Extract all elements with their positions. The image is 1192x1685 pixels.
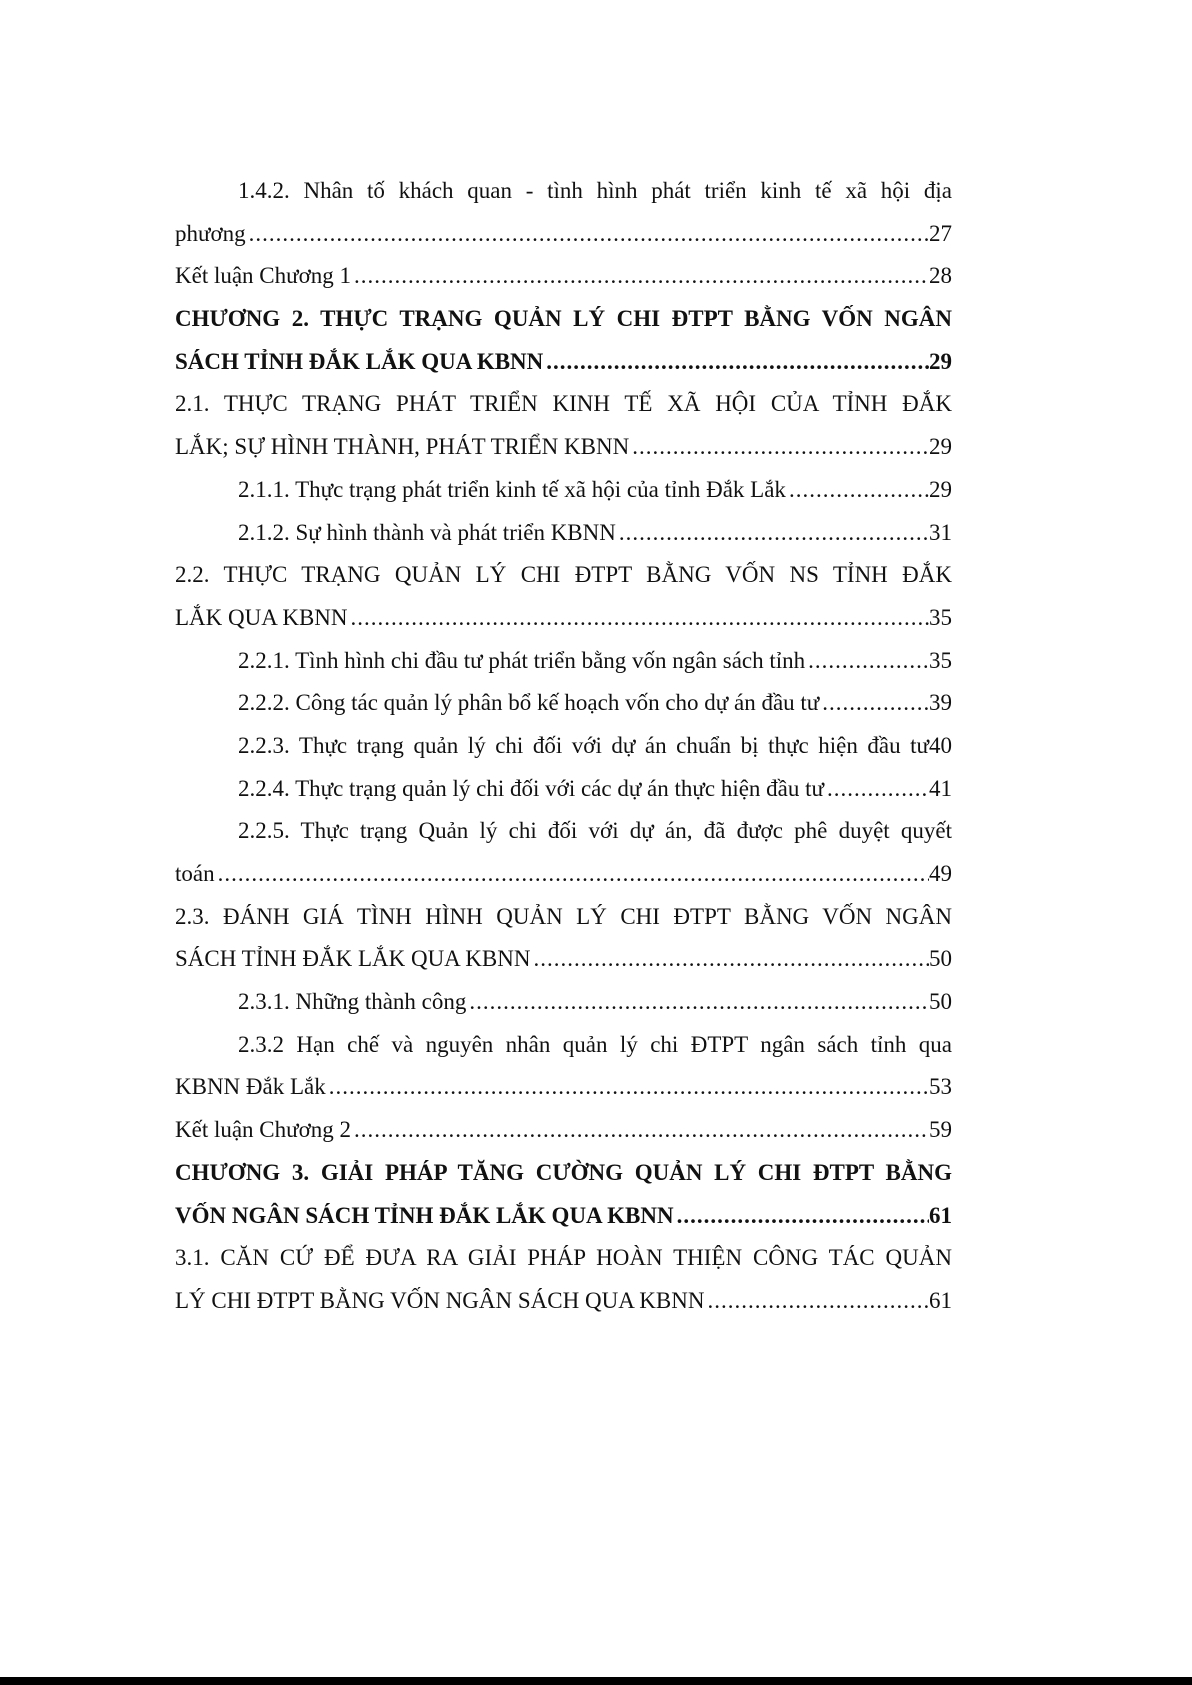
toc-entry-text: 2.1. THỰC TRẠNG PHÁT TRIỂN KINH TẾ XÃ HỘI CỦA TỈNH ĐẮK [175,391,952,417]
bottom-border [0,1677,1192,1685]
dot-leader [215,853,929,896]
dot-leader [824,768,929,811]
toc-entry-text: 1.4.2. Nhân tố khách quan - tình hình phát triển kinh tế xã hội địa [238,178,952,203]
toc-entry-2-1-continuation [175,426,952,469]
toc-page-number: 53 [929,1074,952,1100]
toc-entry-text: 2.1.1. Thực trạng phát triển kinh tế xã hội của tỉnh Đắk Lắk [238,476,786,502]
toc-page-number: 61 [929,1287,952,1313]
toc-entry-chapter-2-continuation [175,341,952,384]
toc-page-number: 35 [929,647,952,673]
toc-entry-2-2-4 [175,768,952,811]
toc-page-number: 27 [929,220,952,246]
toc-entry-2-1 [175,383,952,426]
toc-page-number: 29 [929,434,952,460]
toc-page-number: 61 [929,1202,952,1228]
toc-entry-2-3-continuation [175,938,952,981]
toc-entry-text: 2.2.1. Tình hình chi đầu tư phát triển bằng vốn ngân sách tỉnh [238,647,806,673]
toc-entry-text: 2.2.2. Công tác quản lý phân bổ kế hoạch vốn cho dự án đầu tư [238,690,820,716]
toc-entry-text: 2.2.5. Thực trạng Quản lý chi đối với dự án, đã được phê duyệt quyết [238,818,952,844]
toc-entry-text: 2.2. THỰC TRẠNG QUẢN LÝ CHI ĐTPT BẰNG VỐN NS TỈNH ĐẮK [175,562,952,588]
toc-entry-text: KBNN Đắk Lắk [175,1074,326,1100]
toc-entry-text: Kết luận Chương 2 [175,1117,352,1143]
toc-entry-text: 3.1. CĂN CỨ ĐỂ ĐƯA RA GIẢI PHÁP HOÀN THIỆN CÔNG TÁC QUẢN [175,1245,952,1271]
dot-leader [805,640,929,683]
toc-entry-2-2-continuation [175,597,952,640]
dot-leader [351,1109,929,1152]
toc-entry-text: 2.3. ĐÁNH GIÁ TÌNH HÌNH QUẢN LÝ CHI ĐTPT BẰNG VỐN NGÂN [175,903,952,929]
toc-page-number: 49 [929,861,952,886]
toc-page-number: 28 [929,263,952,289]
dot-leader [674,1195,929,1238]
toc-page-number: 35 [929,604,952,630]
toc-entry-text: 2.3.1. Những thành công [238,989,467,1015]
dot-leader [246,213,929,256]
toc-entry-text: LẮK; SỰ HÌNH THÀNH, PHÁT TRIỂN KBNN [175,434,630,460]
toc-page-number: 39 [929,690,952,716]
toc-entry-2-2-5 [175,810,952,853]
toc-entry-text: 2.2.3. Thực trạng quản lý chi đối với dự án chuẩn bị thực hiện đầu tư40 [238,732,952,758]
toc-entry-2-2 [175,554,952,597]
toc-entry-2-1-2 [175,512,952,555]
dot-leader [351,255,929,298]
toc-entry-text: CHƯƠNG 3. GIẢI PHÁP TĂNG CƯỜNG QUẢN LÝ CHI ĐTPT BẰNG [175,1159,952,1185]
toc-entry-text: 2.3.2 Hạn chế và nguyên nhân quản lý chi ĐTPT ngân sách tỉnh qua [238,1031,952,1057]
toc-entry-conclusion-chapter-1 [175,255,952,298]
toc-entry-1-4-2 [175,170,952,213]
toc-entry-2-3 [175,896,952,939]
toc-page-number: 29 [929,476,952,502]
toc-entry-2-2-2 [175,682,952,725]
toc-entry-2-2-3 [175,725,952,768]
toc-page-number: 50 [929,989,952,1015]
dot-leader [616,512,929,555]
dot-leader [629,426,929,469]
dot-leader [466,981,929,1024]
toc-entry-text: CHƯƠNG 2. THỰC TRẠNG QUẢN LÝ CHI ĐTPT BẰNG VỐN NGÂN [175,306,952,332]
toc-entry-2-3-1 [175,981,952,1024]
toc-entry-text: Kết luận Chương 1 [175,263,352,289]
toc-entry-text: phương [175,220,246,246]
dot-leader [819,682,929,725]
toc-entry-1-4-2-continuation [175,213,952,256]
toc-entry-text: VỐN NGÂN SÁCH TỈNH ĐẮK LẮK QUA KBNN [175,1202,674,1228]
toc-entry-text: 2.1.2. Sự hình thành và phát triển KBNN [238,519,616,545]
toc-page-number: 29 [929,348,952,374]
toc-entry-3-1-continuation [175,1280,952,1323]
toc-entry-2-2-5-continuation [175,853,952,896]
toc-entry-text: LÝ CHI ĐTPT BẰNG VỐN NGÂN SÁCH QUA KBNN [175,1287,705,1313]
dot-leader [530,938,929,981]
toc-entry-2-1-1 [175,469,952,512]
toc-page-number: 31 [929,519,952,545]
toc-entry-2-3-2 [175,1024,952,1067]
toc-entry-text: SÁCH TỈNH ĐẮK LẮK QUA KBNN [175,348,544,374]
toc-entry-text: 2.2.4. Thực trạng quản lý chi đối với các dự án thực hiện đầu tư [238,775,824,801]
toc-page-number: 59 [929,1117,952,1143]
dot-leader [348,597,930,640]
toc-entry-chapter-3 [175,1152,952,1195]
table-of-contents [175,170,952,1323]
toc-entry-2-2-1 [175,640,952,683]
dot-leader [326,1066,929,1109]
dot-leader [704,1280,929,1323]
toc-page-number: 41 [929,775,952,801]
toc-entry-text: LẮK QUA KBNN [175,604,348,630]
toc-entry-chapter-2 [175,298,952,341]
toc-entry-text: toán [175,861,215,886]
toc-page-number: 50 [929,946,952,972]
toc-entry-conclusion-chapter-2 [175,1109,952,1152]
toc-entry-2-3-2-continuation [175,1066,952,1109]
toc-entry-chapter-3-continuation [175,1195,952,1238]
dot-leader [543,341,929,384]
dot-leader [786,469,929,512]
toc-entry-text: SÁCH TỈNH ĐẮK LẮK QUA KBNN [175,946,531,972]
toc-entry-3-1 [175,1237,952,1280]
